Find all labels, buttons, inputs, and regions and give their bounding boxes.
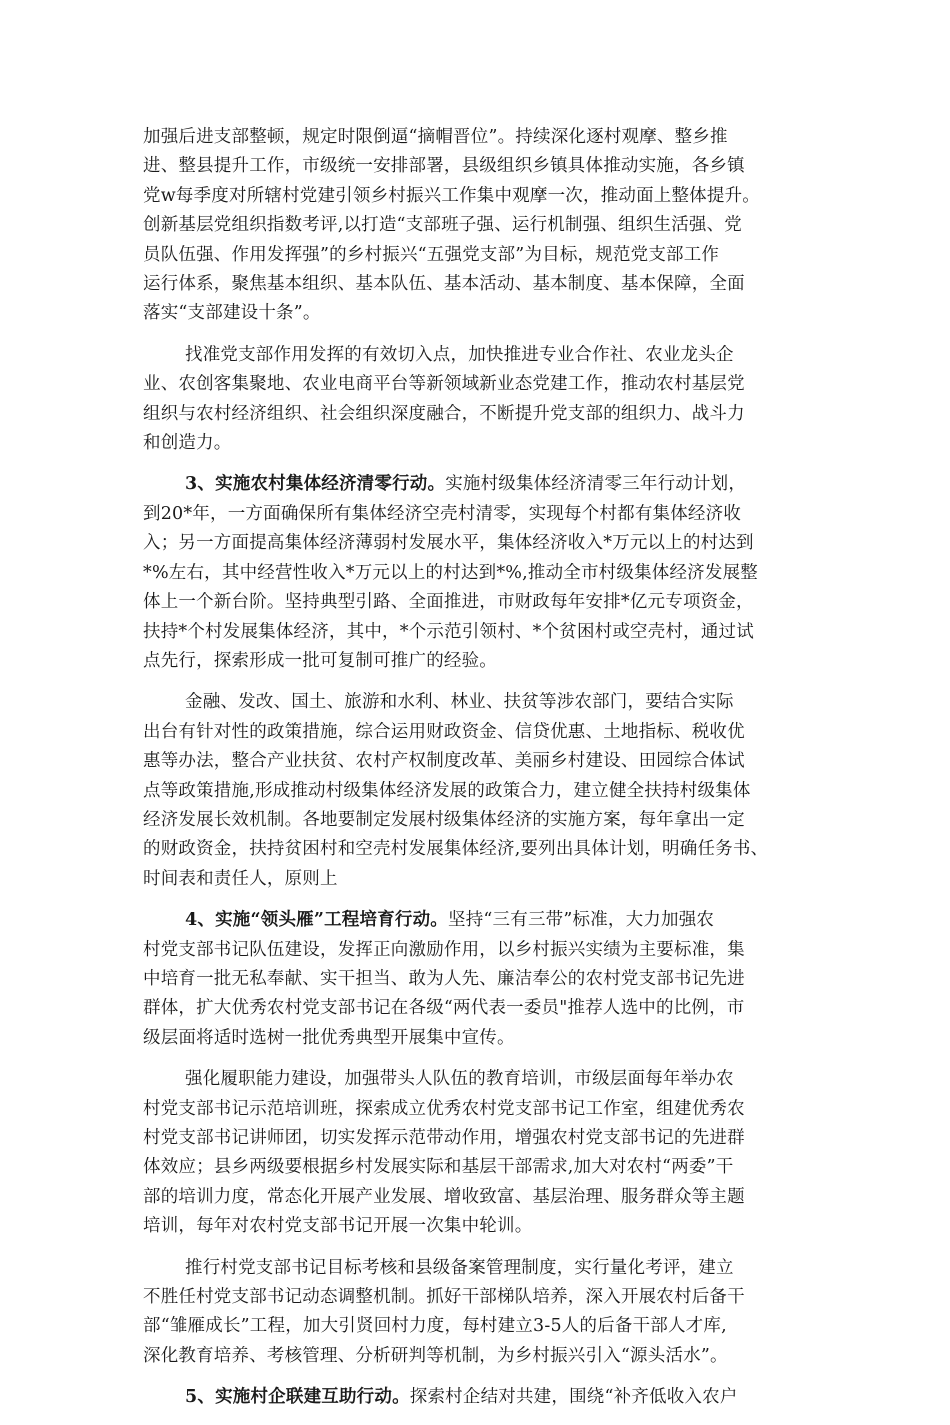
section-heading-5: 5、实施村企联建互助行动。: [185, 1387, 410, 1408]
text-line: 部的培训力度，常态化开展产业发展、增收致富、基层治理、服务群众等主题: [143, 1186, 745, 1207]
text-line: 金融、发改、国土、旅游和水利、林业、扶贫等涉农部门，要结合实际: [185, 692, 734, 713]
text-line: 村党支部书记队伍建设，发挥正向激励作用，以乡村振兴实绩为主要标准，集: [143, 939, 745, 960]
text-line-rest: 探索村企结对共建，围绕“补齐低收入农户: [409, 1387, 738, 1408]
text-line: 扶持*个村发展集体经济，其中，*个示范引领村、*个贫困村或空壳村，通过试: [143, 621, 754, 642]
text-line: 点先行，探索形成一批可复制可推广的经验。: [143, 650, 497, 671]
text-line: 不胜任村党支部书记动态调整机制。抓好干部梯队培养，深入开展农村后备干: [143, 1287, 745, 1308]
text-line: 群体，扩大优秀农村党支部书记在各级“两代表一委员"推荐人选中的比例，市: [143, 998, 745, 1019]
text-line: [143, 1383, 823, 1412]
paragraph-capacity-building: [143, 1065, 823, 1241]
text-line: 部“雏雁成长”工程，加大引贤回村力度，每村建立3-5人的后备干部人才库,: [143, 1316, 727, 1337]
text-line: 落实“支部建设十条”。: [143, 303, 321, 324]
text-line: 党w每季度对所辖村党建引领乡村振兴工作集中观摩一次，推动面上整体提升。: [143, 185, 760, 206]
text-line: 经济发展长效机制。各地要制定发展村级集体经济的实施方案，每年拿出一定: [143, 809, 745, 830]
text-line: 体效应；县乡两级要根据乡村发展实际和基层干部需求,加大对农村“两委”干: [143, 1157, 734, 1178]
document-page: [143, 123, 823, 1425]
text-line: 组织与农村经济组织、社会组织深度融合，不断提升党支部的组织力、战斗力: [143, 403, 745, 424]
text-line: 村党支部书记示范培训班，探索成立优秀农村党支部书记工作室，组建优秀农: [143, 1098, 745, 1119]
text-line: 推行村党支部书记目标考核和县级备案管理制度，实行量化考评，建立: [185, 1257, 734, 1278]
paragraph-party-branch-rectification: [143, 123, 823, 329]
paragraph-agricultural-departments: [143, 688, 823, 894]
text-line: 中培育一批无私奉献、实干担当、敢为人先、廉洁奉公的农村党支部书记先进: [143, 968, 745, 989]
text-line: 村党支部书记讲师团，切实发挥示范带动作用，增强农村党支部书记的先进群: [143, 1128, 745, 1148]
text-line: 时间表和责任人，原则上: [143, 868, 338, 889]
text-line: 到20*年，一方面确保所有集体经济空壳村清零，实现每个村都有集体经济收: [143, 503, 742, 524]
text-line: 和创造力。: [143, 433, 232, 454]
text-line: 找准党支部作用发挥的有效切入点，加快推进专业合作社、农业龙头企: [185, 344, 734, 365]
text-line: 培训，每年对农村党支部书记开展一次集中轮训。: [143, 1216, 533, 1237]
paragraph-lead-goose-project: [143, 906, 823, 1053]
text-line: 体上一个新台阶。坚持典型引路、全面推进，市财政每年安排*亿元专项资金，: [143, 592, 754, 613]
text-line: 业、农创客集聚地、农业电商平台等新领域新业态党建工作，推动农村基层党: [143, 374, 745, 395]
text-line: 加强后进支部整顿，规定时限倒逼“摘帽晋位”。持续深化逐村观摩、整乡推: [143, 127, 728, 147]
text-line: [143, 906, 823, 935]
text-line: 级层面将适时选树一批优秀典型开展集中宣传。: [143, 1027, 515, 1048]
text-line: 惠等办法，整合产业扶贫、农村产权制度改革、美丽乡村建设、田园综合体试: [143, 751, 745, 772]
text-line: 的财政资金，扶持贫困村和空壳村发展集体经济,要列出具体计划，明确任务书、: [143, 839, 769, 860]
text-line: 深化教育培养、考核管理、分析研判等机制，为乡村振兴引入“源头活水”。: [143, 1345, 728, 1366]
text-line: 强化履职能力建设，加强带头人队伍的教育培训，市级层面每年举办农: [185, 1069, 734, 1090]
section-heading-4: 4、实施“领头雁”工程培育行动。: [185, 910, 449, 931]
paragraph-new-sectors: [143, 341, 823, 459]
text-line: *%左右，其中经营性收入*万元以上的村达到*%,推动全市村级集体经济发展整: [143, 562, 758, 583]
text-line: 入；另一方面提高集体经济薄弱村发展水平，集体经济收入*万元以上的村达到: [143, 533, 754, 554]
text-line: 运行体系，聚焦基本组织、基本队伍、基本活动、基本制度、基本保障，全面: [143, 274, 745, 295]
text-line-rest: 实施村级集体经济清零三年行动计划，: [445, 474, 747, 495]
paragraph-target-assessment: [143, 1254, 823, 1372]
text-line: 员队伍强、作用发挥强”的乡村振兴“五强党支部”为目标，规范党支部工作: [143, 244, 720, 265]
paragraph-collective-economy: [143, 470, 823, 676]
text-line: 点等政策措施,形成推动村级集体经济发展的政策合力，建立健全扶持村级集体: [143, 780, 751, 801]
paragraph-village-enterprise: [143, 1383, 823, 1412]
text-line-rest: 坚持“三有三带”标准，大力加强农: [448, 910, 715, 931]
text-line: [143, 470, 823, 499]
section-heading-3: 3、实施农村集体经济清零行动。: [185, 474, 446, 495]
text-line: 创新基层党组织指数考评,以打造“支部班子强、运行机制强、组织生活强、党: [143, 215, 743, 236]
text-line: 出台有针对性的政策措施，综合运用财政资金、信贷优惠、土地指标、税收优: [143, 721, 745, 742]
text-line: 进、整县提升工作，市级统一安排部署，县级组织乡镇具体推动实施，各乡镇: [143, 156, 745, 177]
